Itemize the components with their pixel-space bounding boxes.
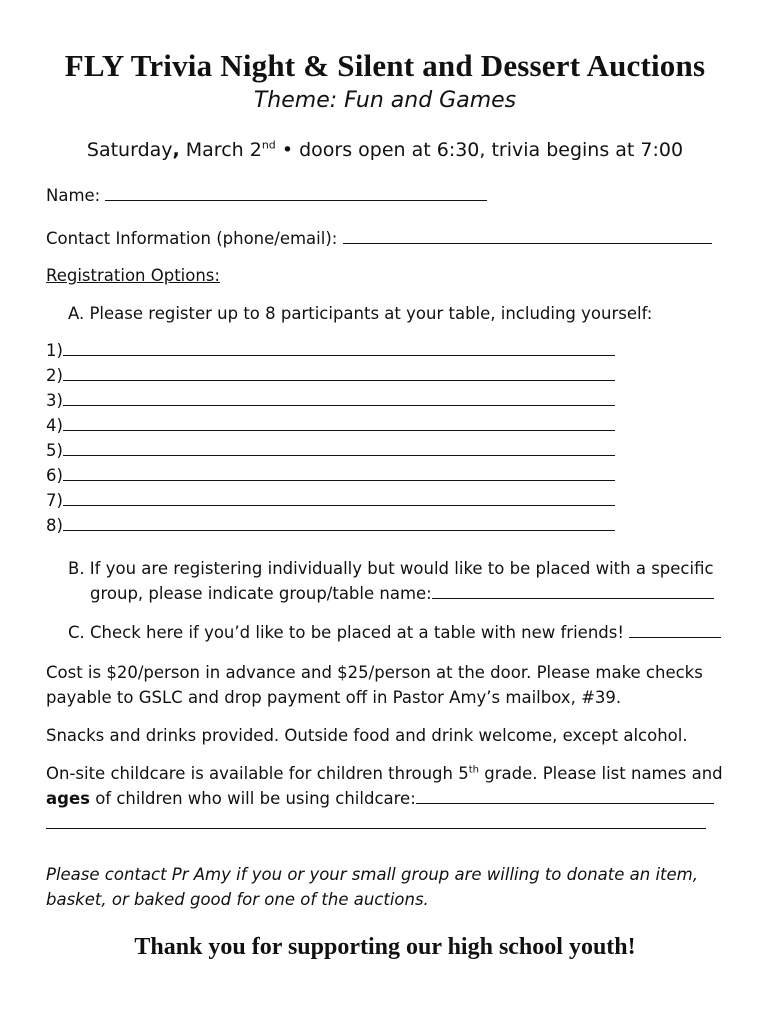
- participant-number: 2): [46, 366, 63, 385]
- date-ordinal: nd: [261, 138, 276, 152]
- new-friends-check-field[interactable]: [629, 623, 721, 638]
- participant-row: [46, 466, 615, 485]
- childcare-line1a: On-site childcare is available for children through 5: [46, 764, 469, 783]
- participant-field[interactable]: [63, 341, 615, 356]
- participant-row: [46, 491, 615, 510]
- participant-number: 3): [46, 391, 63, 410]
- date-day: Saturday: [86, 139, 173, 161]
- participant-row: [46, 516, 615, 535]
- participant-row: [46, 366, 615, 385]
- option-a-text: A. Please register up to 8 participants at your table, including yourself:: [68, 304, 653, 323]
- snacks-paragraph: Snacks and drinks provided. Outside food and drink welcome, except alcohol.: [46, 726, 688, 745]
- participant-field[interactable]: [63, 366, 615, 381]
- option-b: [68, 556, 714, 606]
- cost-line2: payable to GSLC and drop payment off in Pastor Amy’s mailbox, #39.: [46, 688, 622, 707]
- contact-field[interactable]: [343, 229, 712, 244]
- option-c: [68, 620, 721, 645]
- childcare-field-line2[interactable]: [46, 814, 706, 829]
- name-field[interactable]: [105, 186, 487, 201]
- childcare-line1b: grade. Please list names and: [478, 764, 723, 783]
- thank-you-line: Thank you for supporting our high school youth!: [134, 934, 636, 960]
- contact-row: [46, 229, 712, 248]
- donate-paragraph: [46, 862, 736, 912]
- participant-number: 5): [46, 441, 63, 460]
- participant-number: 6): [46, 466, 63, 485]
- participant-number: 7): [46, 491, 63, 510]
- donate-line1: Please contact Pr Amy if you or your small group are willing to donate an item,: [46, 865, 698, 884]
- childcare-line2: of children who will be using childcare:: [89, 789, 416, 808]
- childcare-field[interactable]: [416, 789, 714, 804]
- registration-heading: Registration Options:: [46, 266, 220, 285]
- participant-row: [46, 341, 615, 360]
- name-label: Name:: [46, 186, 106, 205]
- participant-field[interactable]: [63, 416, 615, 431]
- participant-field[interactable]: [63, 491, 615, 506]
- participant-row: [46, 441, 615, 460]
- childcare-paragraph: [46, 761, 736, 836]
- childcare-sup: th: [468, 764, 479, 776]
- option-c-text: C. Check here if you’d like to be placed at a table with new friends!: [68, 623, 630, 642]
- participant-number: 8): [46, 516, 63, 535]
- participant-row: [46, 416, 615, 435]
- childcare-ages-bold: ages: [46, 789, 90, 808]
- donate-line2: basket, or baked good for one of the auctions.: [46, 890, 429, 909]
- participant-row: [46, 391, 615, 410]
- date-rest: • doors open at 6:30, trivia begins at 7:00: [275, 139, 684, 161]
- participant-number: 4): [46, 416, 63, 435]
- contact-label: Contact Information (phone/email):: [46, 229, 343, 248]
- cost-paragraph: [46, 660, 736, 710]
- date-comma: ,: [172, 139, 180, 161]
- option-b-line1: B. If you are registering individually but would like to be placed with a specific: [68, 559, 714, 578]
- cost-line1: Cost is $20/person in advance and $25/person at the door. Please make checks: [46, 663, 703, 682]
- option-b-line2: group, please indicate group/table name:: [90, 584, 432, 603]
- participant-field[interactable]: [63, 516, 615, 531]
- participant-number: 1): [46, 341, 63, 360]
- group-name-field[interactable]: [432, 584, 714, 599]
- name-row: [46, 186, 487, 205]
- theme-subtitle: Theme: Fun and Games: [253, 88, 517, 113]
- event-date-line: [0, 139, 770, 161]
- participant-field[interactable]: [63, 466, 615, 481]
- date-month-day: March 2: [179, 139, 262, 161]
- participant-field[interactable]: [63, 441, 615, 456]
- page-title: FLY Trivia Night & Silent and Dessert Auctions: [64, 48, 706, 83]
- participant-field[interactable]: [63, 391, 615, 406]
